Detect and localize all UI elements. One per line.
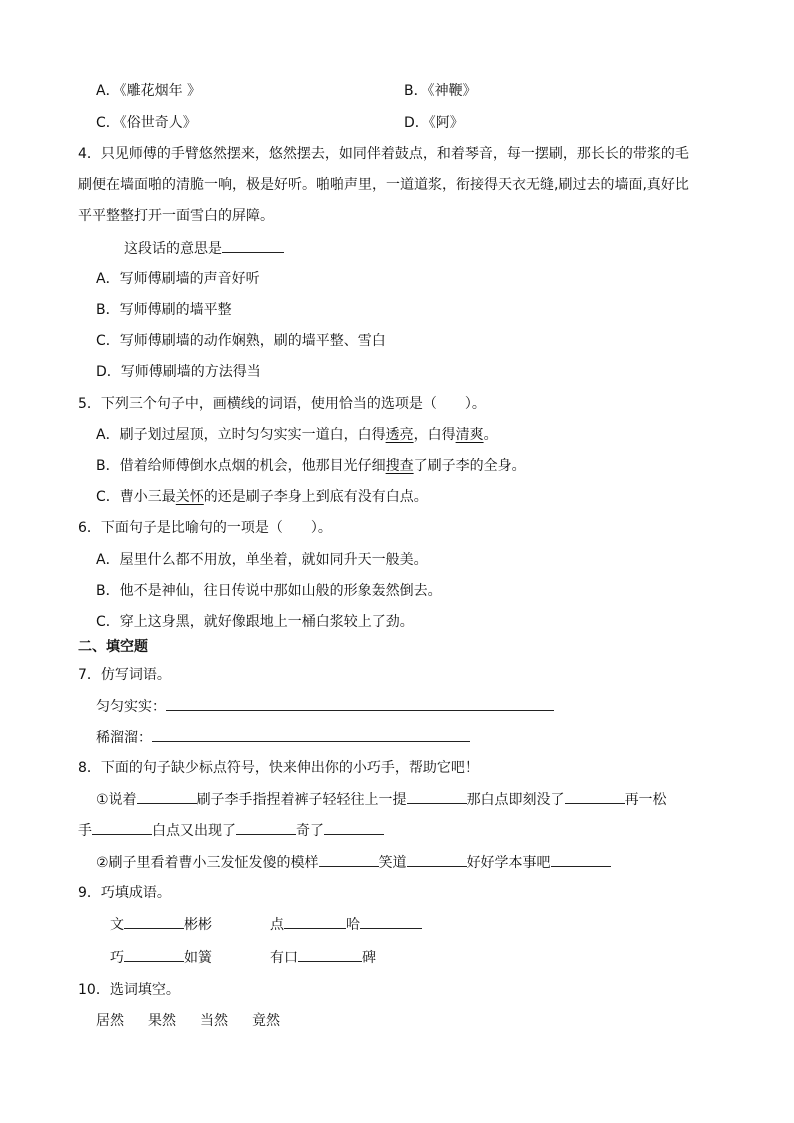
q8-s1-blank-3[interactable] xyxy=(565,789,625,804)
q9-idiom-1 xyxy=(110,914,212,935)
q5-c-text: C．曹小三最 xyxy=(96,489,176,505)
q8-stem: 8．下面的句子缺少标点符号，快来伸出你的小巧手，帮助它吧！ xyxy=(78,760,479,776)
q3-option-a: A．《雕花烟年 》 xyxy=(96,83,202,99)
q10-stem: 10．选词填空。 xyxy=(78,982,180,998)
q7-b-label: 稀溜溜： xyxy=(96,730,152,746)
q8-s2-blank-2[interactable] xyxy=(407,852,467,867)
q9-stem: 9．巧填成语。 xyxy=(78,885,171,901)
q6-option-b: B．他不是神仙，往日传说中那如山般的形象轰然倒去。 xyxy=(96,583,442,599)
q9-2-pre: 点 xyxy=(270,917,284,933)
q8-s1-blank-4[interactable] xyxy=(92,820,152,835)
q8-s1-text-7: 奇了 xyxy=(296,823,324,839)
q7-a-label: 匀匀实实： xyxy=(96,699,166,715)
q9-idiom-2 xyxy=(270,914,422,935)
q5-b-underlined: 搜查 xyxy=(385,458,414,474)
q5-c-underlined: 关怀 xyxy=(175,489,204,505)
q8-s1-blank-1[interactable] xyxy=(137,789,197,804)
q10-word-4: 竟然 xyxy=(252,1013,280,1029)
q8-s2-text-1: ②刷子里看着曹小三发怔发傻的模样 xyxy=(96,855,319,871)
q5-a-text-mid: ，白得 xyxy=(413,427,456,443)
q3-option-d: D．《阿》 xyxy=(404,115,464,131)
q9-4-pre: 有口 xyxy=(270,950,298,966)
q7-a-blank[interactable] xyxy=(166,696,554,711)
q6-option-a: A．屋里什么都不用放，单坐着，就如同升天一般美。 xyxy=(96,552,428,568)
q3-option-b: B．《神鞭》 xyxy=(404,83,477,99)
q9-1-blank[interactable] xyxy=(124,914,184,929)
q5-a-text: A．刷子划过屋顶，立时匀匀实实一道白，白得 xyxy=(96,427,386,443)
q5-option-b xyxy=(96,456,526,476)
q6-option-c: C．穿上这身黑，就好像跟地上一桶白浆较上了劲。 xyxy=(96,614,414,630)
q9-2-post: 哈 xyxy=(346,917,360,933)
q8-s2-text-3: 好好学本事吧 xyxy=(466,855,551,871)
q8-s1-text-2: 刷子李手指捏着裤子轻轻往上一提 xyxy=(196,792,407,808)
q7-row-a xyxy=(96,696,554,717)
q9-2-blank-end[interactable] xyxy=(360,914,422,929)
q9-2-blank[interactable] xyxy=(284,914,346,929)
q4-prompt-text: 这段话的意思是 xyxy=(124,241,222,257)
q10-word-2: 果然 xyxy=(148,1013,176,1029)
q4-prompt xyxy=(124,238,284,259)
q9-4-post: 碑 xyxy=(362,950,376,966)
q7-stem: 7．仿写词语。 xyxy=(78,667,171,683)
q9-idiom-4 xyxy=(270,947,376,968)
q4-passage-line-2: 刷便在墙面啪的清脆一响，极是好听。啪啪声里，一道道浆，衔接得天衣无缝,刷过去的墙面,真好比 xyxy=(78,177,689,193)
q8-sentence-1-line-1 xyxy=(96,789,667,810)
q5-option-c xyxy=(96,487,428,507)
q8-s2-text-2: 笑道 xyxy=(378,855,407,871)
q9-1-pre: 文 xyxy=(110,917,124,933)
q8-s1-blank-5[interactable] xyxy=(236,820,296,835)
q5-b-text-end: 了刷子李的全身。 xyxy=(413,458,526,474)
q8-s1-text-6: 白点又出现了 xyxy=(152,823,236,839)
q5-option-a xyxy=(96,425,498,445)
q5-stem: 5．下列三个句子中，画横线的词语，使用恰当的选项是（ ）。 xyxy=(78,396,486,412)
q8-s2-blank-3[interactable] xyxy=(551,852,611,867)
q10-word-3: 当然 xyxy=(200,1013,228,1029)
q9-3-blank[interactable] xyxy=(124,947,184,962)
q9-idiom-3 xyxy=(110,947,212,968)
q8-s1-text-5: 手 xyxy=(78,823,92,839)
q5-a-underlined-1: 透亮 xyxy=(385,427,414,443)
q9-4-blank[interactable] xyxy=(298,947,362,962)
q10-word-bank xyxy=(96,1011,280,1031)
q9-3-post: 如簧 xyxy=(184,950,212,966)
q3-option-c: C．《俗世奇人》 xyxy=(96,115,197,131)
q4-passage-line-3: 平平整整打开一面雪白的屏障。 xyxy=(78,208,274,224)
q8-s1-blank-6[interactable] xyxy=(324,820,384,835)
q8-s1-text-4: 再一松 xyxy=(624,792,667,808)
q4-option-d: D．写师傅刷墙的方法得当 xyxy=(96,364,261,380)
q6-stem: 6．下面句子是比喻句的一项是（ ）。 xyxy=(78,520,332,536)
q4-option-b: B．写师傅刷的墙平整 xyxy=(96,302,232,318)
q7-b-blank[interactable] xyxy=(152,727,470,742)
section-heading: 二、填空题 xyxy=(78,639,148,655)
q8-sentence-1-line-2 xyxy=(78,820,384,841)
q8-sentence-2 xyxy=(96,852,611,873)
q9-1-post: 彬彬 xyxy=(184,917,212,933)
q8-s1-text-3: 那白点即刻没了 xyxy=(466,792,565,808)
q4-option-a: A．写师傅刷墙的声音好听 xyxy=(96,271,260,287)
q8-s1-text-1: ①说着 xyxy=(96,792,137,808)
q5-b-text: B．借着给师傅倒水点烟的机会，他那目光仔细 xyxy=(96,458,386,474)
q5-c-text-end: 的还是刷子李身上到底有没有白点。 xyxy=(203,489,428,505)
q10-word-1: 居然 xyxy=(96,1013,124,1029)
q9-3-pre: 巧 xyxy=(110,950,124,966)
q5-a-underlined-2: 清爽 xyxy=(455,427,484,443)
q4-answer-blank[interactable] xyxy=(222,238,284,253)
q8-s1-blank-2[interactable] xyxy=(407,789,467,804)
q5-a-text-end: 。 xyxy=(483,427,498,443)
q7-row-b xyxy=(96,727,470,748)
q8-s2-blank-1[interactable] xyxy=(319,852,379,867)
q4-option-c: C．写师傅刷墙的动作娴熟，刷的墙平整、雪白 xyxy=(96,333,386,349)
q4-passage-line-1: 4．只见师傅的手臂悠然摆来，悠然摆去，如同伴着鼓点，和着琴音，每一摆刷，那长长的带浆的毛 xyxy=(78,146,689,162)
